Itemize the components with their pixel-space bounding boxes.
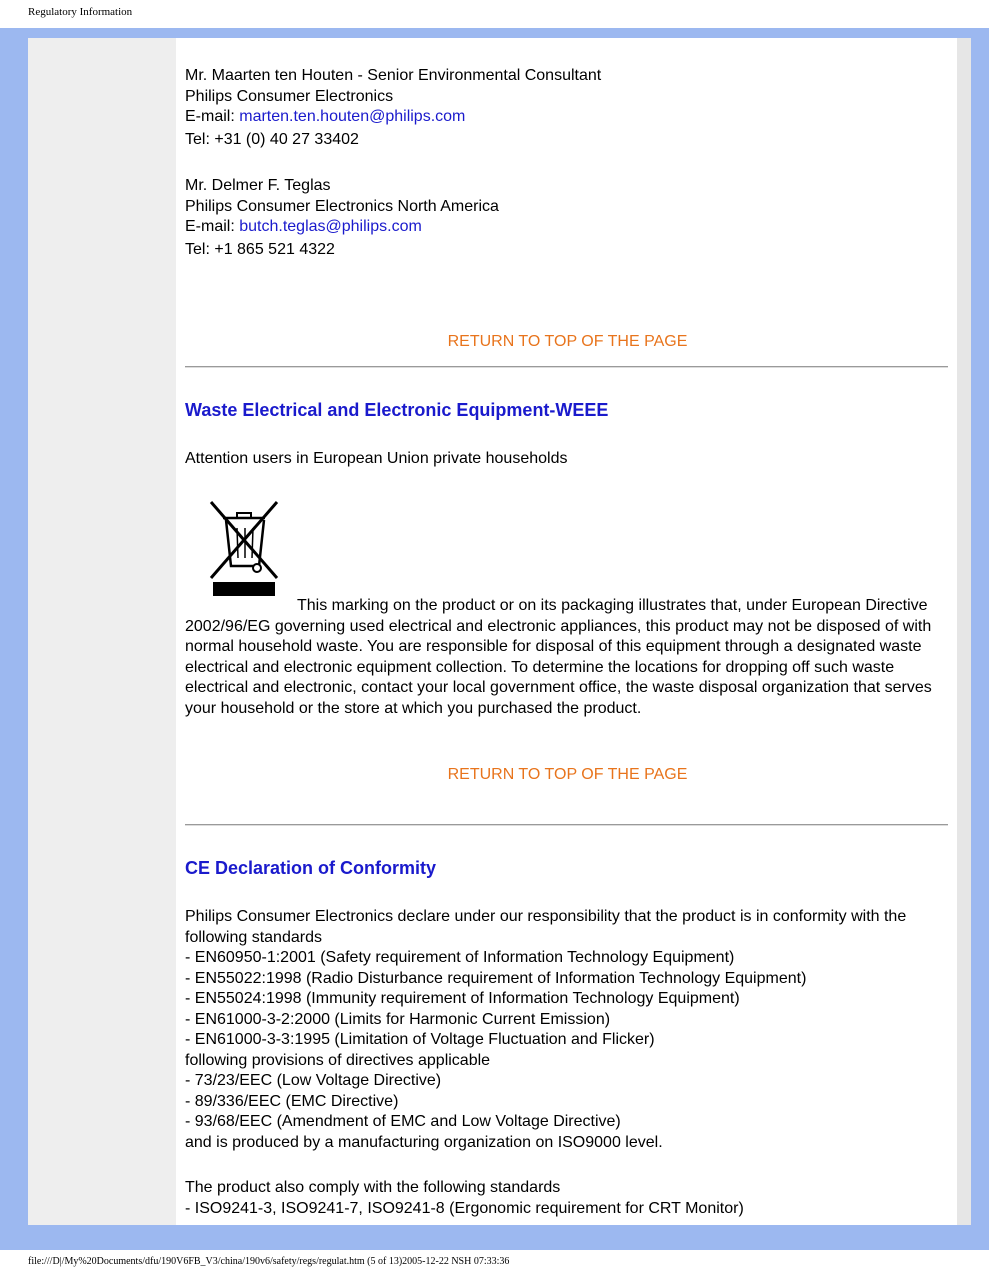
contact-block-2 (185, 176, 950, 260)
ce-also-comply (185, 1178, 950, 1219)
ce-line: Philips Consumer Electronics declare under our responsibility that the product is in conformity with the following standards (185, 908, 907, 946)
ce-line: and is produced by a manufacturing organization on ISO9000 level. (185, 1133, 663, 1151)
contact-tel: Tel: +1 865 521 4322 (185, 240, 335, 258)
contact-name: Mr. Delmer F. Teglas (185, 177, 331, 194)
contact-email-line (185, 107, 950, 128)
ce-also-intro: The product also comply with the following standards (185, 1179, 561, 1196)
ce-line: - EN61000-3-2:2000 (Limits for Harmonic Current Emission) (185, 1010, 611, 1028)
contact-name: Mr. Maarten ten Houten - Senior Environmental Consultant (185, 67, 602, 84)
left-sidebar (28, 38, 176, 1225)
ce-line: following provisions of directives applicable (185, 1051, 491, 1069)
ce-also-line: - ISO9241-3, ISO9241-7, ISO9241-8 (Ergonomic requirement for CRT Monitor) (185, 1199, 744, 1217)
section-divider (185, 824, 948, 826)
section-divider (185, 366, 948, 368)
contact-block-1 (185, 66, 950, 150)
ce-line: - EN55022:1998 (Radio Disturbance requirement of Information Technology Equipment) (185, 969, 807, 987)
ce-line: - EN55024:1998 (Immunity requirement of Information Technology Equipment) (185, 990, 740, 1007)
ce-line: - EN61000-3-3:1995 (Limitation of Voltage Fluctuation and Flicker) (185, 1031, 655, 1048)
page-frame (0, 28, 989, 1250)
weee-intro: Attention users in European Union private households (185, 450, 568, 467)
ce-line: - 89/336/EEC (EMC Directive) (185, 1092, 399, 1110)
ce-heading: CE Declaration of Conformity (185, 858, 437, 878)
print-footer: file:///D|/My%20Documents/dfu/190V6FB_V3/china/190v6/safety/regs/regulat.htm (5 of 13)2005-12-22 NSH 07:33:36 (28, 1256, 510, 1267)
print-header: Regulatory Information (28, 6, 133, 18)
contact-tel: Tel: +31 (0) 40 27 33402 (185, 130, 359, 148)
contact-company: Philips Consumer Electronics (185, 87, 394, 105)
ce-line: - EN60950-1:2001 (Safety requirement of Information Technology Equipment) (185, 949, 735, 966)
ce-line: - 73/23/EEC (Low Voltage Directive) (185, 1072, 442, 1089)
ce-declaration (185, 907, 950, 1153)
email-link[interactable]: marten.ten.houten@philips.com (239, 108, 466, 125)
crossed-out-wheelie-bin-icon (207, 496, 281, 598)
email-label: E-mail: (185, 218, 240, 235)
contact-company: Philips Consumer Electronics North America (185, 197, 499, 215)
contact-email-line (185, 217, 950, 238)
weee-body: This marking on the product or on its packaging illustrates that, under European Directive 2002/96/EG governing used electrical and electronic appliances, this product may not be disposed of with normal household waste. You are responsible for disposal of this equipment through a designated waste electrical and electronic equipment collection. To determine the locations for dropping off such waste electrical and electronic, contact your local government office, the waste disposal organization that serves your household or the store at which you purchased the product. (185, 597, 932, 717)
right-edge (957, 38, 971, 1225)
weee-heading: Waste Electrical and Electronic Equipment-WEEE (185, 400, 609, 420)
email-link[interactable]: butch.teglas@philips.com (239, 218, 422, 235)
return-to-top-link[interactable]: RETURN TO TOP OF THE PAGE (447, 333, 688, 350)
email-label: E-mail: (185, 108, 240, 125)
content-area (176, 38, 957, 1225)
return-to-top-link[interactable]: RETURN TO TOP OF THE PAGE (447, 766, 688, 783)
ce-line: - 93/68/EEC (Amendment of EMC and Low Voltage Directive) (185, 1113, 621, 1130)
